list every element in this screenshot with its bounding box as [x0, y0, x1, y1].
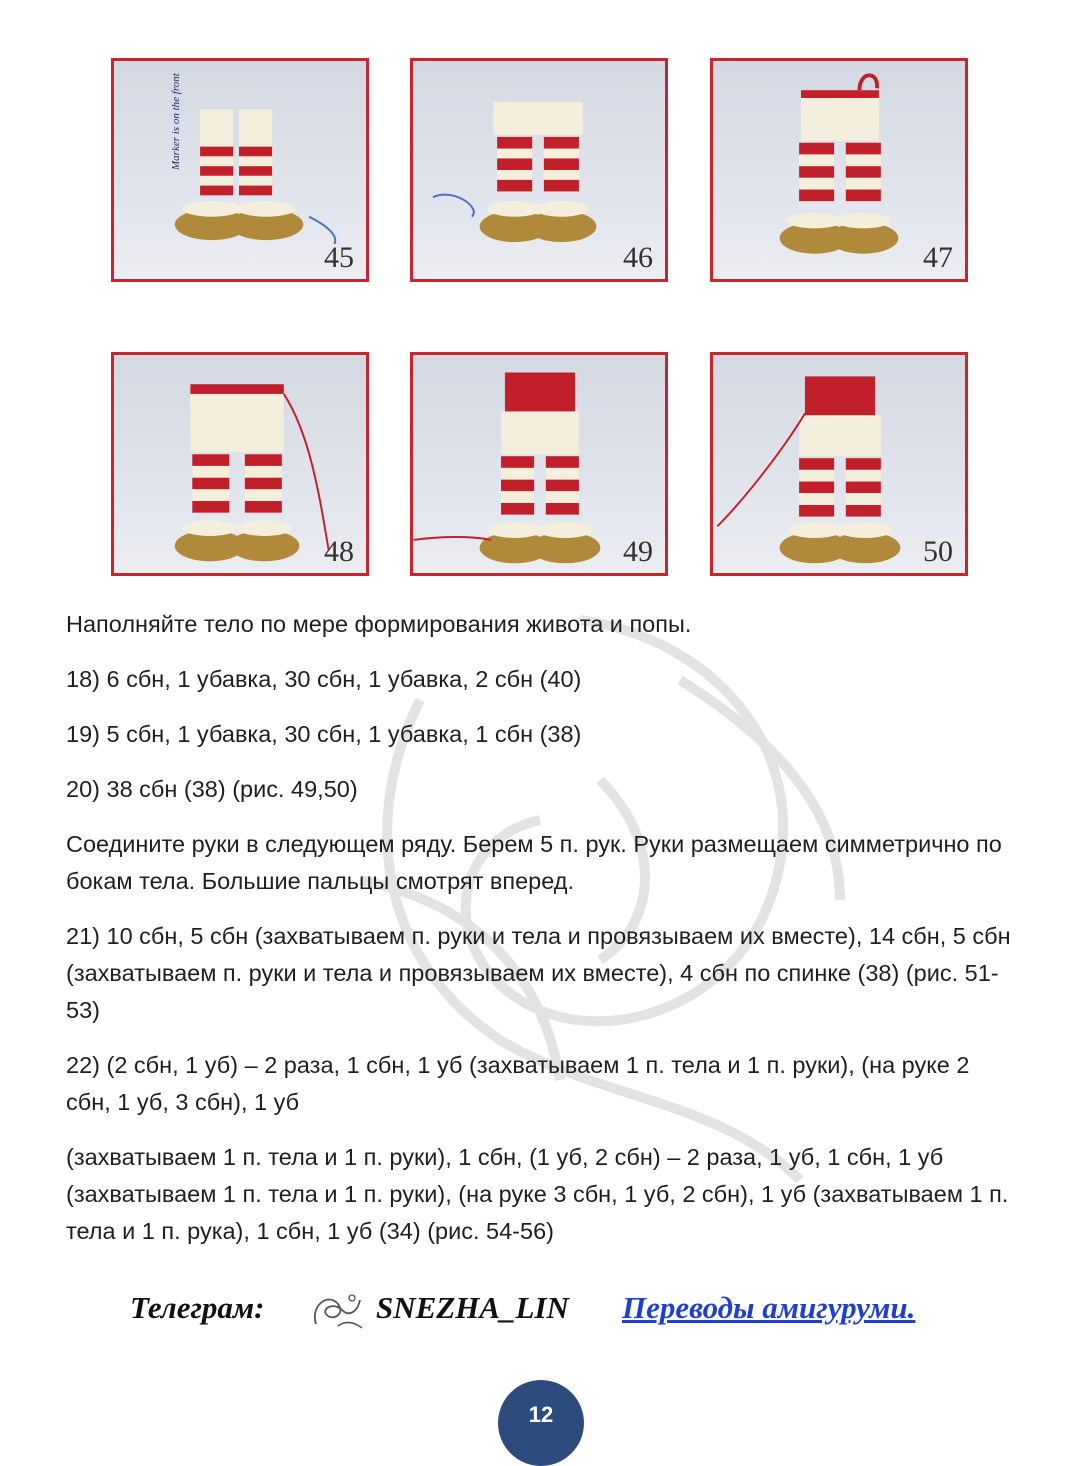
photo-number: 49 [623, 535, 653, 568]
photo-number: 45 [324, 241, 354, 274]
photo-number: 48 [324, 535, 354, 568]
telegram-label: Телеграм: [130, 1290, 265, 1325]
photo-number: 50 [923, 535, 953, 568]
page-number-badge: 12 [498, 1380, 584, 1466]
paragraph: 22) (2 сбн, 1 уб) – 2 раза, 1 сбн, 1 уб (захватываем 1 п. тела и 1 п. руки), (на руке 2 сбн, 1 уб, 3 сбн), 1 уб [66, 1052, 970, 1115]
paragraph: 21) 10 сбн, 5 сбн (захватываем п. руки и тела и провязываем их вместе), 14 сбн, 5 сбн (захватываем п. руки и тела и провязываем их вместе), 4 сбн по спинке (38) (рис. 51-53) [66, 923, 1011, 1023]
photo-number: 46 [623, 241, 653, 274]
paragraph: 18) 6 сбн, 1 убавка, 30 сбн, 1 убавка, 2 сбн (40) [66, 666, 582, 692]
pattern-instructions [66, 606, 1016, 1268]
photo-step-47 [710, 58, 968, 282]
photo-number: 47 [923, 241, 953, 274]
photo-step-45 [111, 58, 369, 282]
photo-step-49 [410, 352, 668, 576]
marker-note: Marker is on the front [170, 73, 182, 170]
translations-link[interactable]: Переводы амигуруми. [622, 1290, 916, 1325]
flourish-icon [308, 1286, 366, 1334]
footer [0, 1286, 1080, 1342]
paragraph: (захватываем 1 п. тела и 1 п. руки), 1 сбн, (1 уб, 2 сбн) – 2 раза, 1 уб, 1 сбн, 1 уб (захватываем 1 п. тела и 1 п. руки), (на руке 3 сбн, 1 уб, 2 сбн), 1 уб (захватываем 1 п. тела и 1 п. рука), 1 сбн, 1 уб (34) (рис. 54-56) [66, 1144, 1009, 1244]
paragraph: Соедините руки в следующем ряду. Берем 5 п. рук. Руки размещаем симметрично по бокам тела. Большие пальцы смотрят вперед. [66, 831, 1002, 894]
photo-step-46 [410, 58, 668, 282]
photo-step-50 [710, 352, 968, 576]
paragraph: Наполняйте тело по мере формирования живота и попы. [66, 611, 692, 637]
telegram-handle: SNEZHA_LIN [376, 1290, 569, 1325]
paragraph: 20) 38 сбн (38) (рис. 49,50) [66, 776, 358, 802]
photo-step-48 [111, 352, 369, 576]
paragraph: 19) 5 сбн, 1 убавка, 30 сбн, 1 убавка, 1 сбн (38) [66, 721, 582, 747]
